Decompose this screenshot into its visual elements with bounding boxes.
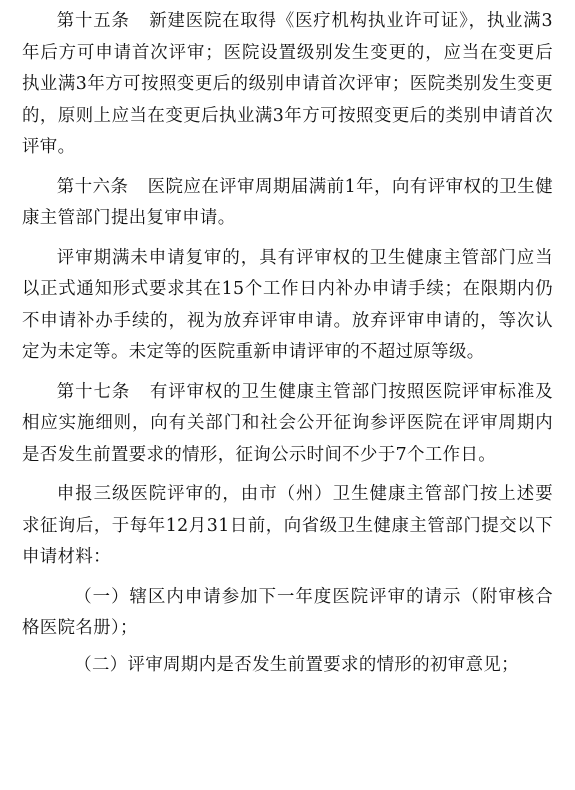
article-number: 第十五条 [56, 11, 130, 31]
paragraph-article-15 [22, 6, 553, 164]
paragraph-text: 申报三级医院评审的，由市（州）卫生健康主管部门按上述要求征询后，于每年12月31日前，向省级卫生健康主管部门提交以下申请材料： [22, 484, 553, 567]
list-item-1 [22, 582, 553, 645]
paragraph-article-17 [22, 377, 553, 472]
list-item-2 [22, 650, 553, 682]
article-number: 第十七条 [56, 381, 131, 402]
paragraph-text: （二）评审周期内是否发生前置要求的情形的初审意见； [74, 654, 519, 675]
article-number: 第十六条 [56, 176, 129, 197]
paragraph-text: 评审期满未申请复审的，具有评审权的卫生健康主管部门应当以正式通知形式要求其在15个工作日内补办申请手续；在限期内仍不申请补办手续的，视为放弃评审申请。放弃评审申请的，等次认定为未定等。未定等的医院重新申请评审的不超过原等级。 [22, 247, 553, 362]
paragraph-review-expiry [22, 243, 553, 369]
paragraph-tertiary-application [22, 479, 553, 574]
paragraph-text: 医院应在评审周期届满前1年，向有评审权的卫生健康主管部门提出复审申请。 [22, 176, 553, 228]
paragraph-text: 新建医院在取得《医疗机构执业许可证》，执业满3年后方可申请首次评审；医院设置级别发生变更的，应当在变更后执业满3年方可按照变更后的级别申请首次评审；医院类别发生变更的，原则上应当在变更后执业满3年方可按照变更后的类别申请首次评审。 [22, 11, 553, 157]
paragraph-text: 有评审权的卫生健康主管部门按照医院评审标准及相应实施细则，向有关部门和社会公开征询参评医院在评审周期内是否发生前置要求的情形，征询公示时间不少于7个工作日。 [22, 381, 553, 465]
paragraph-article-16 [22, 172, 553, 235]
paragraph-text: （一）辖区内申请参加下一年度医院评审的请示（附审核合格医院名册）； [22, 586, 553, 638]
